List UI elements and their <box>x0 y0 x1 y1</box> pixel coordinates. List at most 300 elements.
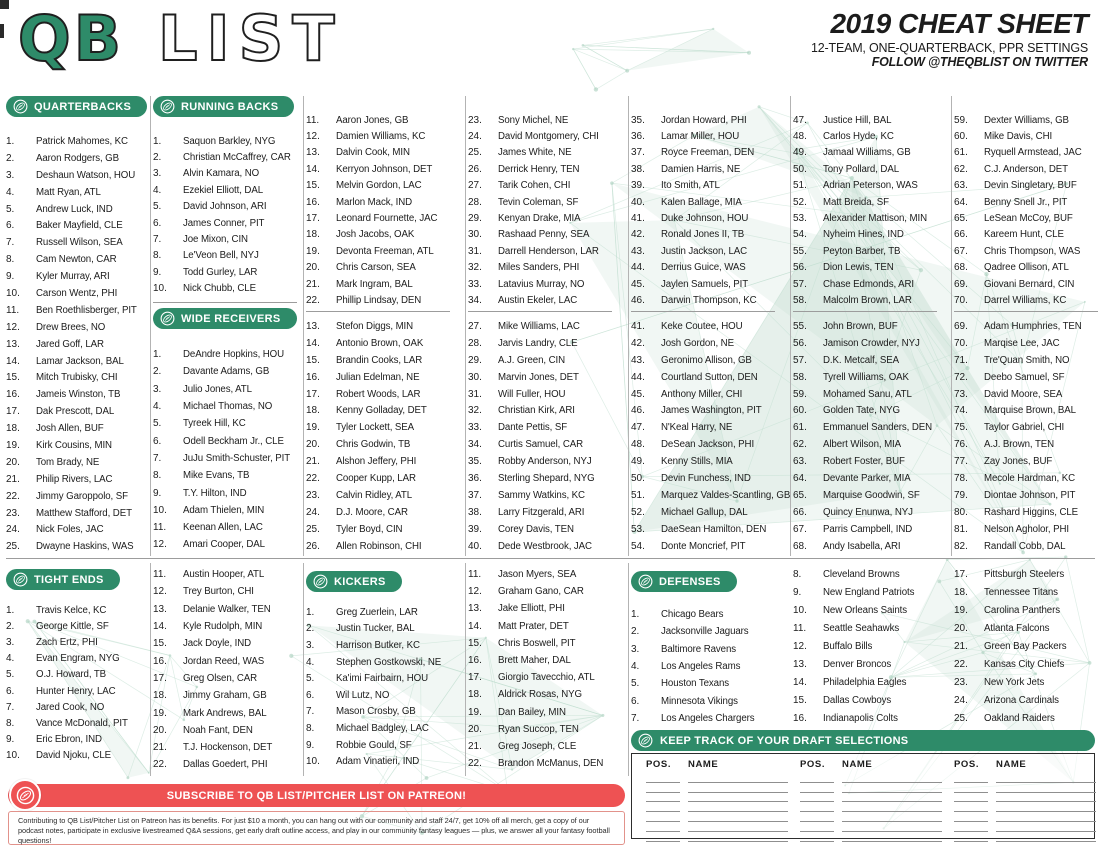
player-row <box>153 415 299 432</box>
player-name: Lamar Miller, HOU <box>661 131 740 143</box>
player-name: Ka'imi Fairbairn, HOU <box>336 673 428 685</box>
name-blank-field[interactable] <box>688 774 788 783</box>
subscribe-details <box>8 811 625 845</box>
player-row <box>6 634 152 650</box>
player-row <box>6 748 152 764</box>
player-rank: 1. <box>6 135 15 147</box>
player-row <box>306 737 452 754</box>
player-name: Randall Cobb, DAL <box>984 540 1066 552</box>
player-name: DaeSean Hamilton, DEN <box>661 523 767 535</box>
player-row <box>793 566 939 584</box>
player-row <box>306 161 452 177</box>
kickers-list-2 <box>468 566 614 772</box>
player-rank: 31. <box>468 245 482 257</box>
section-separator <box>6 558 1095 559</box>
player-name: A.J. Brown, TEN <box>984 439 1055 451</box>
player-name: Sammy Watkins, KC <box>498 489 585 501</box>
player-rank: 19. <box>468 706 482 718</box>
player-rank: 51. <box>631 489 645 501</box>
name-blank-field[interactable] <box>688 823 788 832</box>
player-row <box>6 234 152 251</box>
player-name: Sony Michel, NE <box>498 114 569 126</box>
player-row <box>6 217 152 234</box>
player-row <box>6 268 152 285</box>
player-rank: 9. <box>153 266 162 278</box>
player-row <box>306 419 452 436</box>
player-row <box>631 606 777 623</box>
draft-tracker-column-headers <box>646 759 800 770</box>
player-name: O.J. Howard, TB <box>36 669 107 681</box>
player-row <box>6 336 152 353</box>
player-rank: 33. <box>468 278 482 290</box>
player-rank: 25. <box>306 523 320 535</box>
player-rank: 51. <box>793 180 807 192</box>
player-rank: 4. <box>6 186 15 198</box>
draft-entry-row <box>646 822 800 832</box>
player-rank: 59. <box>954 114 968 126</box>
draft-tracker-header <box>631 730 1095 751</box>
pos-blank-field[interactable] <box>646 813 680 822</box>
name-blank-field[interactable] <box>996 774 1096 783</box>
column-separator <box>628 96 629 556</box>
player-name: Damien Williams, KC <box>336 131 426 143</box>
player-name: Marlon Mack, IND <box>336 196 413 208</box>
player-rank: 44. <box>631 371 645 383</box>
player-row <box>153 381 299 398</box>
player-row <box>6 285 152 302</box>
player-rank: 24. <box>306 506 320 518</box>
football-icon <box>160 99 175 114</box>
player-rank: 7. <box>153 452 162 464</box>
player-rank: 10. <box>6 287 20 299</box>
player-name: Matt Breida, SF <box>823 196 889 208</box>
player-row <box>793 292 939 308</box>
player-name: Noah Fant, DEN <box>183 724 253 736</box>
player-row <box>793 487 939 504</box>
player-rank: 4. <box>153 184 162 196</box>
player-row <box>468 635 614 652</box>
draft-tracker-column-headers <box>954 759 1100 770</box>
player-row <box>153 199 299 215</box>
player-rank: 10. <box>793 605 807 617</box>
player-name: Mason Crosby, GB <box>336 706 416 718</box>
player-row <box>6 369 152 386</box>
pos-blank-field[interactable] <box>954 784 988 793</box>
player-rank: 16. <box>6 389 20 401</box>
player-row <box>306 604 452 621</box>
player-rank: 49. <box>631 456 645 468</box>
pos-blank-field[interactable] <box>800 833 834 842</box>
player-row <box>954 161 1100 177</box>
player-name: Adam Humphries, TEN <box>984 320 1082 332</box>
name-blank-field[interactable] <box>842 803 942 812</box>
player-row <box>468 669 614 686</box>
player-row <box>793 318 939 335</box>
player-rank: 14. <box>6 355 20 367</box>
draft-entry-row <box>646 812 800 822</box>
draft-tracker-column <box>800 759 954 838</box>
twitter-follow-note: FOLLOW @THEQBLIST ON TWITTER <box>871 55 1088 69</box>
player-row <box>954 128 1100 144</box>
player-rank: 3. <box>153 168 162 180</box>
player-rank: 8. <box>306 722 315 734</box>
draft-entry-row <box>954 793 1100 803</box>
name-blank-field[interactable] <box>996 823 1096 832</box>
pos-blank-field[interactable] <box>800 803 834 812</box>
player-rank: 45. <box>631 388 645 400</box>
player-rank: 4. <box>153 401 162 413</box>
player-row <box>954 584 1100 602</box>
name-blank-field[interactable] <box>996 784 1096 793</box>
pos-blank-field[interactable] <box>646 833 680 842</box>
player-row <box>631 658 777 675</box>
player-row <box>793 538 939 555</box>
player-rank: 9. <box>6 734 15 746</box>
player-rank: 17. <box>306 213 320 225</box>
player-row <box>306 704 452 721</box>
player-row <box>793 112 939 128</box>
player-rank: 23. <box>6 507 20 519</box>
player-rank: 47. <box>631 422 645 434</box>
player-rank: 3. <box>306 639 315 651</box>
player-rank: 18. <box>306 405 320 417</box>
player-name: Aaron Jones, GB <box>336 114 409 126</box>
name-blank-field[interactable] <box>842 793 942 802</box>
player-row <box>793 436 939 453</box>
player-name: Antonio Brown, OAK <box>336 337 424 349</box>
name-blank-field[interactable] <box>842 774 942 783</box>
list-divider <box>954 311 1098 312</box>
player-name: Mohamed Sanu, ATL <box>823 388 912 400</box>
section-header-quarterbacks <box>6 96 147 117</box>
player-row <box>6 699 152 715</box>
wide-receivers-list-4 <box>631 318 791 554</box>
name-blank-field[interactable] <box>996 803 1096 812</box>
player-name: D.J. Moore, CAR <box>336 506 408 518</box>
player-name: Indianapolis Colts <box>823 712 898 724</box>
player-rank: 48. <box>631 439 645 451</box>
player-rank: 69. <box>954 320 968 332</box>
player-rank: 77. <box>954 456 968 468</box>
player-row <box>306 335 452 352</box>
player-name: Melvin Gordon, LAC <box>336 180 422 192</box>
column-separator <box>303 563 304 776</box>
player-rank: 1. <box>306 606 315 618</box>
name-blank-field[interactable] <box>688 833 788 842</box>
player-row <box>6 521 152 538</box>
player-name: Josh Gordon, NE <box>661 337 734 349</box>
player-row <box>631 227 777 243</box>
player-name: Darwin Thompson, KC <box>661 294 757 306</box>
player-rank: 10. <box>153 283 167 295</box>
player-row <box>468 386 614 403</box>
player-name: Devonta Freeman, ATL <box>336 245 434 257</box>
player-row <box>793 402 939 419</box>
player-rank: 14. <box>153 621 167 633</box>
player-row <box>6 618 152 634</box>
corner-mark <box>0 24 4 38</box>
player-rank: 12. <box>306 131 320 143</box>
player-row <box>954 352 1100 369</box>
player-row <box>631 675 777 692</box>
player-rank: 40. <box>468 540 482 552</box>
player-name: Jameis Winston, TB <box>36 389 121 401</box>
player-row <box>468 436 614 453</box>
player-rank: 43. <box>631 354 645 366</box>
player-row <box>468 227 614 243</box>
player-row <box>306 637 452 654</box>
pos-blank-field[interactable] <box>954 833 988 842</box>
draft-entry-row <box>800 773 954 783</box>
player-name: Matt Prater, DET <box>498 620 569 632</box>
player-row <box>631 402 777 419</box>
player-rank: 13. <box>306 147 320 159</box>
pos-blank-field[interactable] <box>954 823 988 832</box>
player-rank: 21. <box>6 473 20 485</box>
player-name: Josh Jacobs, OAK <box>336 229 415 241</box>
draft-entry-row <box>800 793 954 803</box>
name-blank-field[interactable] <box>996 793 1096 802</box>
player-rank: 46. <box>631 294 645 306</box>
player-rank: 6. <box>306 689 315 701</box>
player-rank: 32. <box>468 262 482 274</box>
name-blank-field[interactable] <box>996 813 1096 822</box>
player-name: Greg Zuerlein, LAR <box>336 606 418 618</box>
player-name: Davante Adams, GB <box>183 366 270 378</box>
player-name: Todd Gurley, LAR <box>183 266 258 278</box>
player-row <box>153 687 299 704</box>
name-blank-field[interactable] <box>842 813 942 822</box>
player-rank: 5. <box>153 201 162 213</box>
pos-blank-field[interactable] <box>646 823 680 832</box>
player-name: Jordan Howard, PHI <box>661 114 747 126</box>
player-row <box>793 673 939 691</box>
player-rank: 5. <box>6 669 15 681</box>
player-name: Ryquell Armstead, JAC <box>984 147 1082 159</box>
column-separator <box>951 96 952 556</box>
draft-entry-row <box>954 832 1100 842</box>
pos-blank-field[interactable] <box>646 793 680 802</box>
player-name: Marvin Jones, DET <box>498 371 579 383</box>
draft-entry-row <box>954 773 1100 783</box>
name-blank-field[interactable] <box>688 813 788 822</box>
player-name: Tre'Quan Smith, NO <box>984 354 1070 366</box>
player-name: Dion Lewis, TEN <box>823 262 894 274</box>
player-name: C.J. Anderson, DET <box>984 163 1068 175</box>
player-rank: 70. <box>954 294 968 306</box>
player-rank: 24. <box>468 131 482 143</box>
player-row <box>631 487 791 504</box>
pos-blank-field[interactable] <box>954 803 988 812</box>
player-row <box>954 453 1100 470</box>
player-rank: 19. <box>153 707 167 719</box>
subscribe-banner[interactable] <box>8 784 625 807</box>
player-name: Travis Kelce, KC <box>36 604 107 616</box>
player-row <box>954 194 1100 210</box>
pos-blank-field[interactable] <box>800 784 834 793</box>
player-row <box>954 386 1100 403</box>
draft-tracker-title: KEEP TRACK OF YOUR DRAFT SELECTIONS <box>660 734 909 747</box>
player-name: Qadree Ollison, ATL <box>984 262 1069 274</box>
pos-blank-field[interactable] <box>800 813 834 822</box>
player-row <box>954 602 1100 620</box>
player-rank: 64. <box>954 196 968 208</box>
pos-blank-field[interactable] <box>646 803 680 812</box>
player-row <box>954 566 1100 584</box>
player-row <box>793 227 939 243</box>
defenses-list-1 <box>631 606 777 727</box>
name-blank-field[interactable] <box>996 833 1096 842</box>
player-row <box>468 194 614 210</box>
player-rank: 42. <box>631 229 645 241</box>
player-name: Amari Cooper, DAL <box>183 539 265 551</box>
player-row <box>631 504 777 521</box>
player-rank: 8. <box>153 470 162 482</box>
player-rank: 12. <box>468 586 482 598</box>
player-row <box>468 521 614 538</box>
player-row <box>954 620 1100 638</box>
player-name: Corey Davis, TEN <box>498 523 574 535</box>
player-row <box>954 402 1100 419</box>
player-name: David Montgomery, CHI <box>498 131 599 143</box>
player-rank: 28. <box>468 196 482 208</box>
pos-blank-field[interactable] <box>954 813 988 822</box>
player-rank: 81. <box>954 523 968 535</box>
player-name: Brandin Cooks, LAR <box>336 354 423 366</box>
player-rank: 42. <box>631 337 645 349</box>
player-row <box>793 178 939 194</box>
player-row <box>6 386 152 403</box>
pos-blank-field[interactable] <box>954 793 988 802</box>
player-row <box>468 243 614 259</box>
player-rank: 50. <box>631 472 645 484</box>
player-name: Dan Bailey, MIN <box>498 706 566 718</box>
player-rank: 60. <box>793 405 807 417</box>
section-header-running-backs <box>153 96 294 117</box>
pos-blank-field[interactable] <box>800 774 834 783</box>
player-rank: 34. <box>468 294 482 306</box>
name-blank-field[interactable] <box>842 823 942 832</box>
player-name: Austin Hooper, ATL <box>183 569 265 581</box>
player-row <box>468 583 614 600</box>
player-rank: 20. <box>6 456 20 468</box>
player-name: Kerryon Johnson, DET <box>336 163 433 175</box>
player-rank: 16. <box>793 712 807 724</box>
player-name: Arizona Cardinals <box>984 694 1059 706</box>
player-name: Chris Carson, SEA <box>336 262 416 274</box>
player-rank: 57. <box>793 278 807 290</box>
player-rank: 6. <box>6 220 15 232</box>
player-row <box>793 210 939 226</box>
pos-blank-field[interactable] <box>646 774 680 783</box>
kickers-list-1 <box>306 604 452 770</box>
name-blank-field[interactable] <box>688 793 788 802</box>
player-rank: 29. <box>468 213 482 225</box>
football-icon <box>13 572 28 587</box>
player-row <box>306 753 452 770</box>
player-rank: 8. <box>6 254 15 266</box>
player-name: New York Jets <box>984 676 1045 688</box>
player-name: Jack Doyle, IND <box>183 638 252 650</box>
draft-tracker-column-headers <box>800 759 954 770</box>
name-blank-field[interactable] <box>688 803 788 812</box>
player-name: Alvin Kamara, NO <box>183 168 260 180</box>
player-name: Anthony Miller, CHI <box>661 388 743 400</box>
pos-blank-field[interactable] <box>646 784 680 793</box>
player-name: Carolina Panthers <box>984 605 1061 617</box>
wide-receivers-list-6 <box>954 318 1100 554</box>
name-blank-field[interactable] <box>842 784 942 793</box>
player-row <box>468 704 614 721</box>
player-rank: 20. <box>954 623 968 635</box>
section-header-kickers <box>306 571 402 592</box>
player-rank: 39. <box>631 180 645 192</box>
player-name: Tom Brady, NE <box>36 456 100 468</box>
player-name: David Moore, SEA <box>984 388 1063 400</box>
player-row <box>793 260 939 276</box>
player-rank: 39. <box>468 523 482 535</box>
player-name: Russell Wilson, SEA <box>36 237 123 249</box>
player-row <box>306 128 452 144</box>
player-row <box>793 352 939 369</box>
player-name: David Johnson, ARI <box>183 201 267 213</box>
name-blank-field[interactable] <box>688 784 788 793</box>
player-name: Robbie Gould, SF <box>336 739 412 751</box>
list-divider <box>793 311 937 312</box>
player-rank: 8. <box>153 250 162 262</box>
player-rank: 38. <box>468 506 482 518</box>
player-name: Lamar Jackson, BAL <box>36 355 124 367</box>
player-rank: 55. <box>793 245 807 257</box>
player-row <box>468 292 614 308</box>
player-row <box>6 201 152 218</box>
player-row <box>631 641 777 658</box>
player-name: Stephen Gostkowski, NE <box>336 656 442 668</box>
name-blank-field[interactable] <box>842 833 942 842</box>
wide-receivers-list-3 <box>468 318 614 554</box>
pos-blank-field[interactable] <box>954 774 988 783</box>
player-name: Alexander Mattison, MIN <box>823 213 927 225</box>
player-row <box>954 276 1100 292</box>
player-name: Christian McCaffrey, CAR <box>183 152 291 164</box>
player-rank: 36. <box>468 472 482 484</box>
player-rank: 37. <box>468 489 482 501</box>
player-row <box>6 651 152 667</box>
player-name: Zach Ertz, PHI <box>36 636 98 648</box>
player-rank: 18. <box>306 229 320 241</box>
player-row <box>6 602 152 618</box>
player-row <box>631 112 777 128</box>
player-row <box>468 618 614 635</box>
player-rank: 20. <box>468 723 482 735</box>
player-rank: 22. <box>954 658 968 670</box>
pos-blank-field[interactable] <box>800 823 834 832</box>
player-row <box>153 566 299 583</box>
player-rank: 20. <box>153 724 167 736</box>
player-row <box>153 346 299 363</box>
draft-entry-row <box>646 793 800 803</box>
player-name: Deebo Samuel, SF <box>984 371 1065 383</box>
player-rank: 11. <box>153 522 167 534</box>
player-name: Carlos Hyde, KC <box>823 131 894 143</box>
draft-entry-row <box>954 783 1100 793</box>
player-row <box>153 618 299 635</box>
player-row <box>6 732 152 748</box>
player-name: Aldrick Rosas, NYG <box>498 689 582 701</box>
pos-blank-field[interactable] <box>800 793 834 802</box>
player-name: Jamaal Williams, GB <box>823 147 911 159</box>
player-name: Mark Ingram, BAL <box>336 278 413 290</box>
